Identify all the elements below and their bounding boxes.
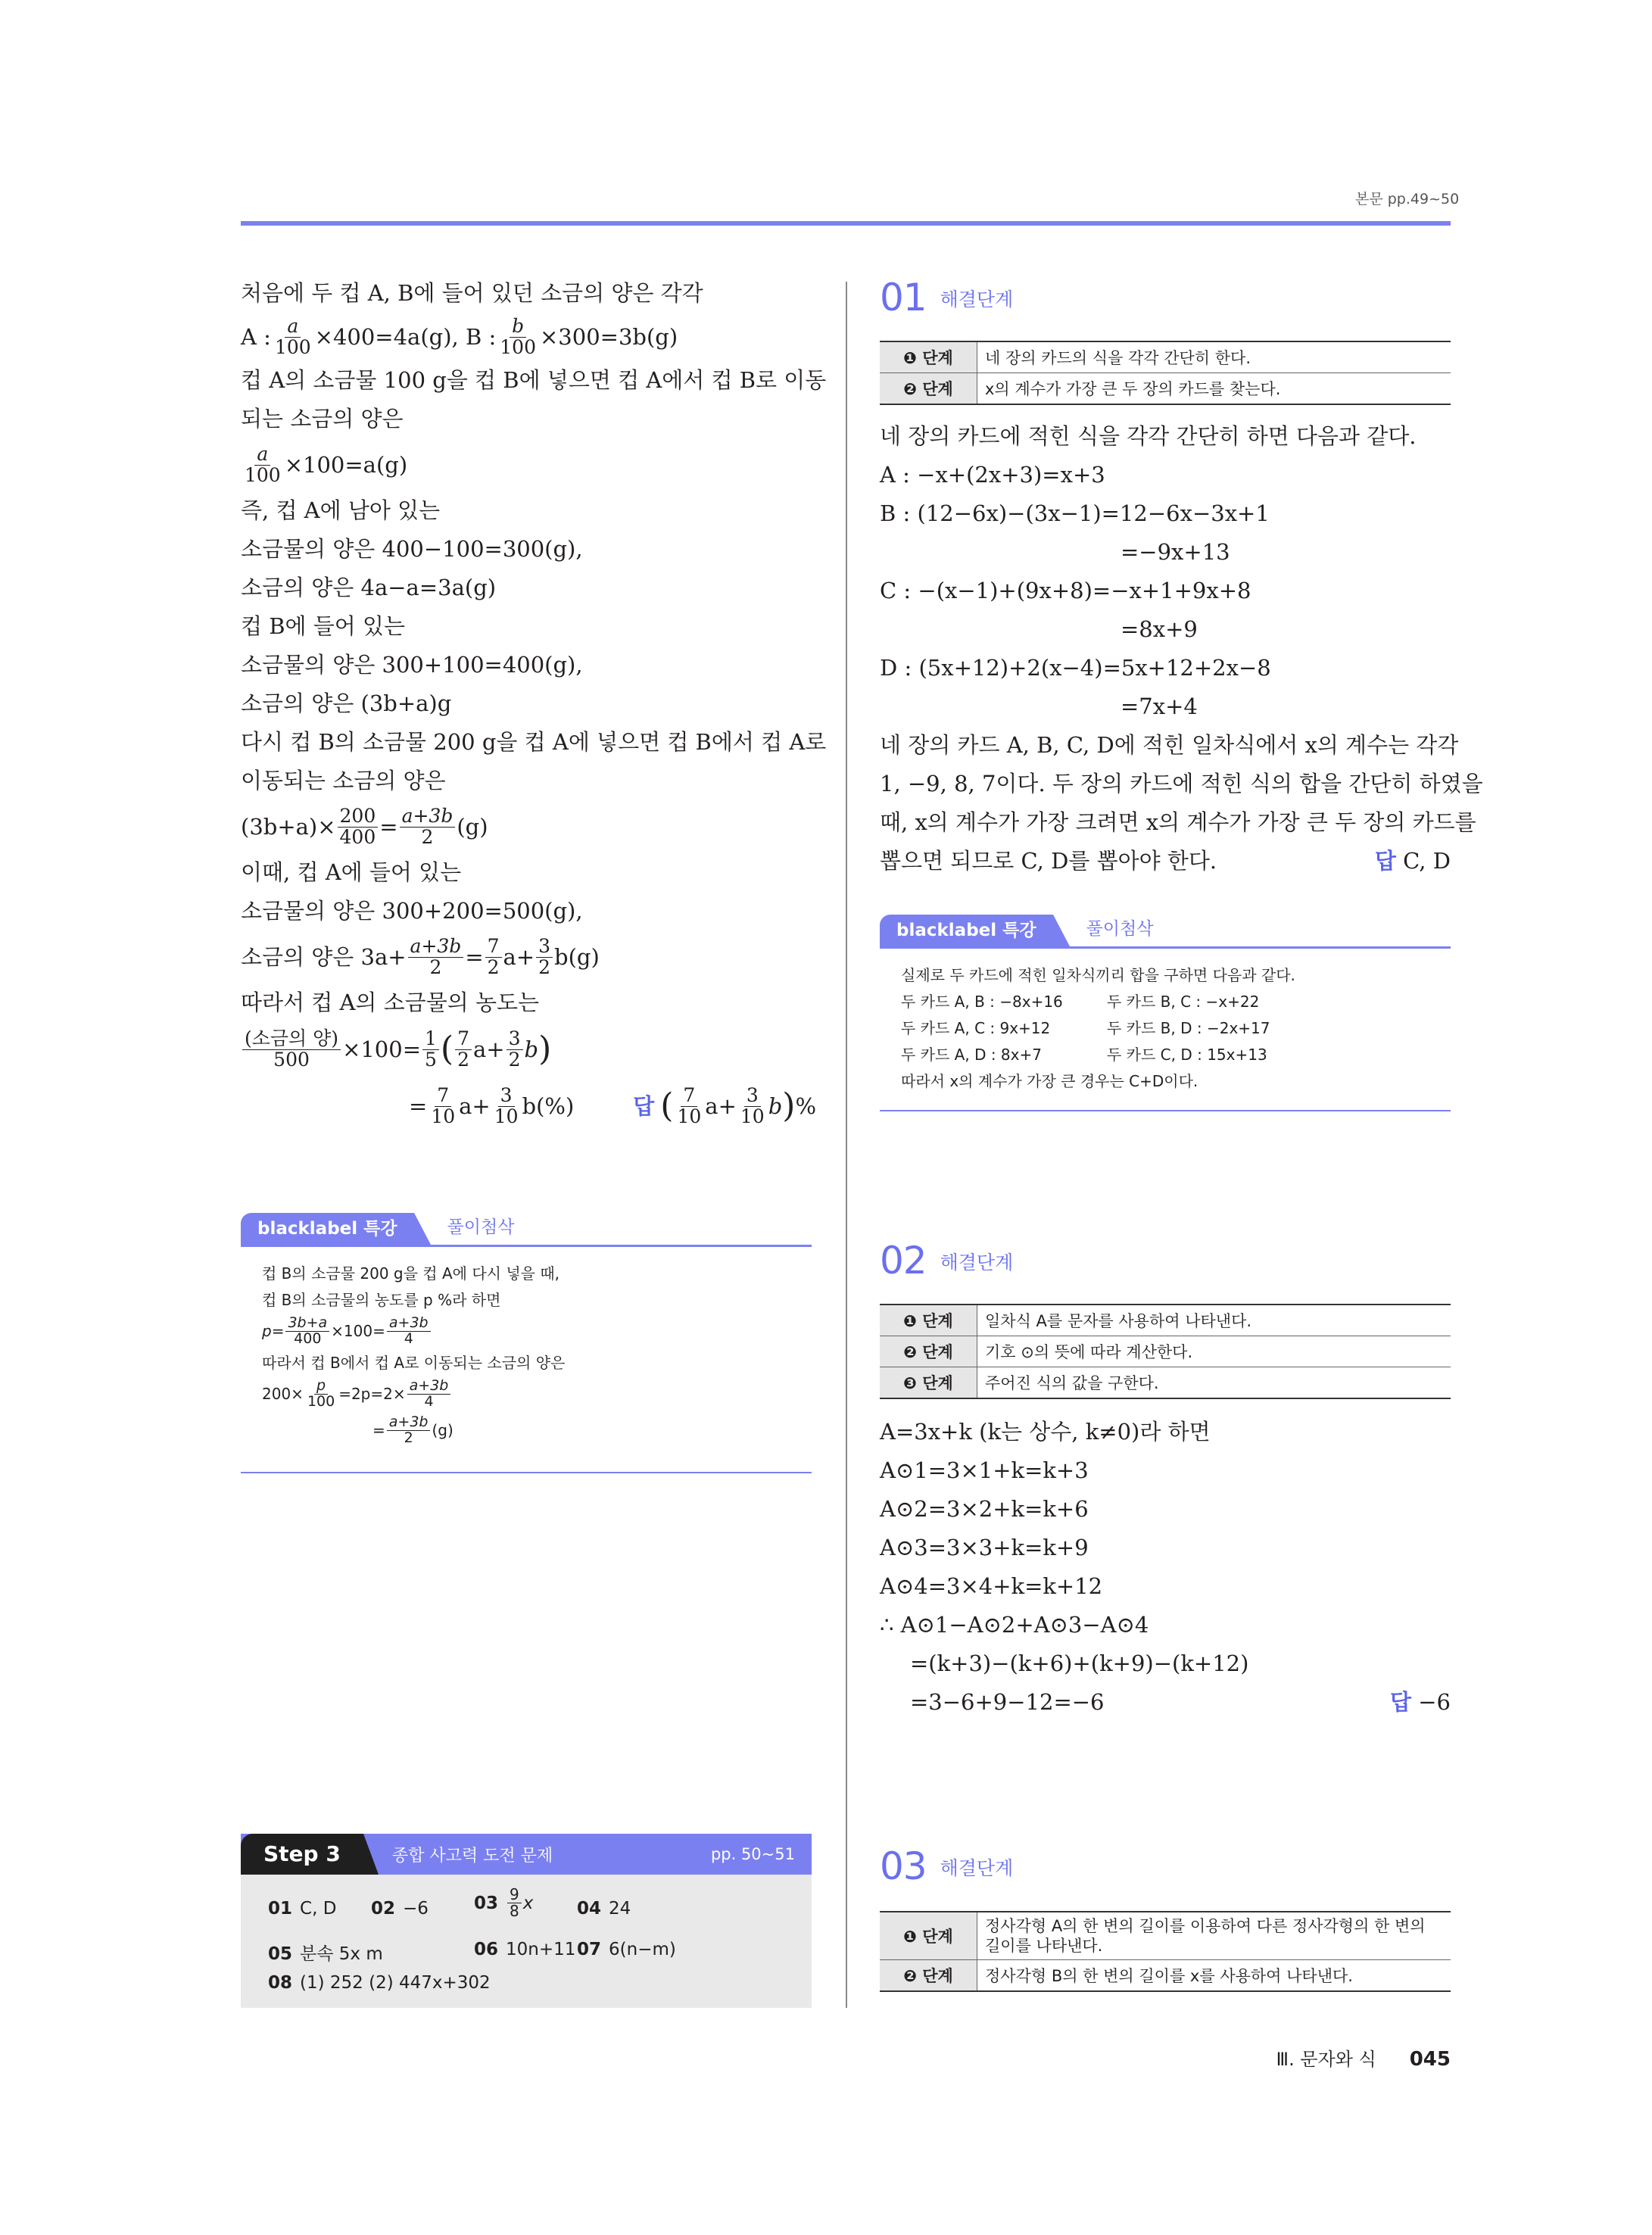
solution-steps-table <box>880 1304 1451 1399</box>
text-seg: ×100= <box>342 1036 422 1062</box>
text-seg: a+ <box>503 943 535 970</box>
math-line <box>262 1413 812 1449</box>
text-line: A : −x+(2x+3)=x+3 <box>880 462 1105 488</box>
step-row: ❷ 단계 x의 계수가 가장 큰 두 장의 카드를 찾는다. <box>880 373 1451 405</box>
question-label: 해결단계 <box>940 1252 1014 1273</box>
question-03 <box>880 1844 1451 1992</box>
text-line: =(k+3)−(k+6)+(k+9)−(k+12) <box>910 1651 1249 1676</box>
step3-pages: pp. 50~51 <box>710 1845 795 1863</box>
math-line <box>262 1376 812 1413</box>
fraction: $\frac{3}{10}$ <box>740 1084 765 1127</box>
text-seg: b <box>524 1036 539 1062</box>
text-line: 1, −9, 8, 7이다. 두 장의 카드에 적힌 식의 합을 간단히 하였을 <box>880 771 1483 796</box>
text-line <box>880 1683 1451 1722</box>
text-seg: a+ <box>459 1093 491 1119</box>
text-line: 따라서 x의 계수가 가장 큰 경우는 C+D이다. <box>901 1071 1198 1090</box>
text-seg: A : <box>241 323 271 350</box>
text-seg: (3b+a)× <box>241 813 336 840</box>
answer-item: 03 $\frac{9}{8}$ x <box>474 1885 534 1920</box>
math-line <box>241 313 816 361</box>
text-line: 두 카드 A, B : −8x+16 두 카드 B, C : −x+22 <box>901 992 1260 1011</box>
text-seg: ×100= <box>331 1322 385 1340</box>
text-line: B : (12−6x)−(3x−1)=12−6x−3x+1 <box>880 500 1270 526</box>
text-line: =−9x+13 <box>1121 539 1230 565</box>
fraction: $\frac{b}{100}$ <box>500 315 536 358</box>
fraction: $\frac{7}{2}$ <box>485 937 502 977</box>
fraction: $\frac{3b+a}{400}$ <box>285 1316 329 1347</box>
column-divider <box>846 282 847 2008</box>
left-solution <box>241 274 827 1136</box>
text-line: =7x+4 <box>1121 694 1198 719</box>
tag-notch <box>414 1213 431 1245</box>
fraction: $\frac{7}{10}$ <box>431 1084 456 1127</box>
fraction: $\frac{200}{400}$ <box>338 806 379 847</box>
question-number: 02 <box>880 1239 927 1283</box>
fraction: $\frac{9}{8}$ <box>507 1887 522 1919</box>
text-seg: (g) <box>457 813 488 840</box>
text-line: 즉, 컵 A에 남아 있는 <box>241 497 441 523</box>
blacklabel-subtitle: 풀이첨삭 <box>1086 918 1154 939</box>
text-line: A⊙3=3×3+k=k+9 <box>880 1535 1089 1560</box>
text-seg: % <box>795 1093 816 1119</box>
tag-notch <box>1053 915 1070 946</box>
step3-answer-box <box>241 1834 812 2008</box>
text-seg: b(%) <box>522 1093 575 1119</box>
text-line: 다시 컵 B의 소금물 200 g을 컵 A에 넣으면 컵 B에서 컵 A로 <box>241 729 827 755</box>
answer-item: 08 (1) 252 (2) 447x+302 <box>268 1973 491 1993</box>
math-line <box>241 1022 816 1077</box>
fraction: $\frac{p}{100}$ <box>307 1377 335 1410</box>
top-rule <box>241 221 1451 226</box>
fraction: $\frac{1}{5}$ <box>422 1029 439 1070</box>
text-line: 때, x의 계수가 가장 크려면 x의 계수가 가장 큰 두 장의 카드를 <box>880 809 1476 835</box>
q02-solution <box>880 1413 1451 1722</box>
answer <box>1375 842 1451 881</box>
step3-title: 종합 사고력 도전 문제 <box>391 1846 553 1866</box>
text-line: A⊙1=3×1+k=k+3 <box>880 1457 1089 1483</box>
fraction: $\frac{7}{10}$ <box>677 1084 702 1127</box>
fraction: $\frac{3}{10}$ <box>494 1084 519 1127</box>
question-number: 03 <box>880 1844 927 1888</box>
question-header <box>880 1844 1451 1888</box>
answer-item: 01 C, D <box>268 1899 337 1919</box>
solution-steps-table <box>880 1911 1451 1992</box>
fraction: $\frac{3}{2}$ <box>507 1029 523 1070</box>
text-line <box>880 842 1451 881</box>
answer-value: C, D <box>1403 848 1451 874</box>
step-row: ❶ 단계 네 장의 카드의 식을 각각 간단히 한다. <box>880 341 1451 373</box>
text-line: 이때, 컵 A에 들어 있는 <box>241 859 462 885</box>
text-seg: = <box>465 943 484 970</box>
fraction: $\frac{a+3b}{2}$ <box>387 1415 431 1446</box>
step3-tag: Step 3 <box>241 1834 363 1875</box>
text-seg: ×100=a(g) <box>284 451 408 478</box>
text-seg: a+ <box>705 1093 737 1119</box>
tag-notch <box>363 1834 379 1875</box>
text-line: 되는 소금의 양은 <box>241 406 404 432</box>
answer-item: 05 분속 5x m <box>268 1944 383 1964</box>
text-line: 두 카드 A, D : 8x+7 두 카드 C, D : 15x+13 <box>901 1045 1267 1064</box>
text-seg: (g) <box>432 1421 454 1439</box>
text-line: C : −(x−1)+(9x+8)=−x+1+9x+8 <box>880 578 1251 603</box>
blacklabel-bottom-rule <box>241 1472 812 1474</box>
text-seg: ×400=4a(g), B : <box>314 323 497 350</box>
text-line: 따라서 컵 A의 소금물의 농도는 <box>241 990 539 1015</box>
answer-item: 06 10n+11 <box>474 1940 576 1959</box>
math-line <box>241 800 816 853</box>
step-row: ❷ 단계 정사각형 B의 한 변의 길이를 x를 사용하여 나타낸다. <box>880 1960 1451 1992</box>
text-seg: = <box>409 1093 428 1119</box>
text-seg: =2p=2× <box>338 1385 406 1403</box>
blacklabel-tag: blacklabel 특강 <box>241 1213 414 1245</box>
blacklabel-subtitle: 풀이첨삭 <box>447 1217 515 1237</box>
text-seg: a+ <box>473 1036 505 1062</box>
text-seg: 200× <box>262 1385 304 1403</box>
answer <box>633 1086 816 1127</box>
text-seg: b(g) <box>554 943 600 970</box>
paren-close: ) <box>538 1030 552 1068</box>
question-02 <box>880 1239 1451 1722</box>
chapter-title: Ⅲ. 문자와 식 <box>1276 2049 1376 2070</box>
step-row: ❶ 단계 정사각형 A의 한 변의 길이를 이용하여 다른 정사각형의 한 변의 길이를 나타낸다. <box>880 1912 1451 1960</box>
answer-label: 답 <box>1374 848 1396 874</box>
answer-item: 07 6(n−m) <box>577 1940 676 1959</box>
paren-open: ( <box>440 1030 454 1068</box>
fraction: $\frac{\text{(소금의 양)}}{500}$ <box>242 1029 341 1070</box>
paren-close: ) <box>782 1086 796 1125</box>
text-line: 이동되는 소금의 양은 <box>241 768 446 793</box>
fraction: $\frac{a+3b}{4}$ <box>387 1316 431 1347</box>
text-seg: = <box>372 1421 385 1439</box>
text-line: A⊙4=3×4+k=k+12 <box>880 1573 1103 1599</box>
page-footer <box>1276 2044 1451 2071</box>
text-line: 네 장의 카드에 적힌 식을 각각 간단히 하면 다음과 같다. <box>880 423 1417 449</box>
text-line: 소금의 양은 4a−a=3a(g) <box>241 575 497 600</box>
blacklabel-body <box>880 949 1451 1095</box>
blacklabel-box-left <box>241 1213 812 1473</box>
math-line <box>262 1314 812 1350</box>
text-seg: p= <box>262 1322 285 1340</box>
text-line: ∴ A⊙1−A⊙2+A⊙3−A⊙4 <box>880 1612 1149 1638</box>
blacklabel-tag: blacklabel 특강 <box>880 915 1053 946</box>
text-line: 따라서 컵 B에서 컵 A로 이동되는 소금의 양은 <box>262 1353 566 1372</box>
fraction: $\frac{7}{2}$ <box>455 1029 472 1070</box>
question-label: 해결단계 <box>940 1857 1014 1879</box>
fraction: $\frac{3}{2}$ <box>536 937 553 977</box>
math-line <box>241 438 816 491</box>
text-line: 컵 B의 소금물 200 g을 컵 A에 다시 넣을 때, <box>262 1264 560 1283</box>
math-line <box>241 1077 816 1136</box>
math-line <box>241 930 816 983</box>
question-label: 해결단계 <box>940 288 1014 310</box>
text-seg: =3−6+9−12=−6 <box>910 1689 1105 1715</box>
text-line: 소금물의 양은 400−100=300(g), <box>241 536 583 562</box>
page-number: 045 <box>1409 2048 1451 2071</box>
answer-label: 답 <box>633 1093 655 1119</box>
text-seg: 소금의 양은 3a+ <box>241 943 407 970</box>
question-header <box>880 276 1451 320</box>
text-line: 소금의 양은 (3b+a)g <box>241 690 452 716</box>
text-line: 소금물의 양은 300+200=500(g), <box>241 898 583 924</box>
fraction: $\frac{a+3b}{2}$ <box>400 806 456 847</box>
answer-item: 02 −6 <box>371 1899 429 1919</box>
answer-label: 답 <box>1390 1689 1412 1715</box>
question-01 <box>880 276 1483 881</box>
blacklabel-bottom-rule <box>880 1110 1451 1112</box>
question-header <box>880 1239 1451 1283</box>
text-line: 소금물의 양은 300+100=400(g), <box>241 652 583 678</box>
text-line: D : (5x+12)+2(x−4)=5x+12+2x−8 <box>880 655 1271 681</box>
blacklabel-header <box>241 1213 812 1245</box>
step-row: ❸ 단계 주어진 식의 값을 구한다. <box>880 1367 1451 1399</box>
text-line: A⊙2=3×2+k=k+6 <box>880 1496 1089 1522</box>
text-line: 두 카드 A, C : 9x+12 두 카드 B, D : −2x+17 <box>901 1018 1270 1037</box>
step-row: ❶ 단계 일차식 A를 문자를 사용하여 나타낸다. <box>880 1305 1451 1336</box>
paren-open: ( <box>660 1086 674 1125</box>
text-line: 컵 B에 들어 있는 <box>241 613 406 639</box>
blacklabel-body <box>241 1247 812 1449</box>
text-line: A=3x+k (k는 상수, k≠0)라 하면 <box>880 1419 1211 1445</box>
answer-value: −6 <box>1418 1689 1451 1715</box>
text-seg: ×300=3b(g) <box>540 323 678 350</box>
answer-item: 04 24 <box>577 1899 631 1919</box>
fraction: $\frac{a}{100}$ <box>274 315 311 358</box>
step-row: ❷ 단계 기호 ⊙의 뜻에 따라 계산한다. <box>880 1336 1451 1367</box>
page-reference: 본문 pp.49~50 <box>1355 191 1460 207</box>
text-line: 네 장의 카드 A, B, C, D에 적힌 일차식에서 x의 계수는 각각 <box>880 732 1459 758</box>
fraction: $\frac{a+3b}{4}$ <box>407 1379 451 1410</box>
blacklabel-box-right <box>880 915 1451 1111</box>
text-line: =8x+9 <box>1121 616 1198 642</box>
text-line: 실제로 두 카드에 적힌 일차식끼리 합을 구하면 다음과 같다. <box>901 965 1295 984</box>
answer <box>1390 1683 1451 1722</box>
q01-solution <box>880 417 1483 881</box>
solution-steps-table <box>880 341 1451 405</box>
text-seg: 뽑으면 되므로 C, D를 뽑아야 한다. <box>880 848 1217 874</box>
question-number: 01 <box>880 276 927 320</box>
blacklabel-header <box>880 915 1451 946</box>
fraction: $\frac{a+3b}{2}$ <box>408 937 464 977</box>
step3-header <box>241 1834 812 1875</box>
text-seg: b <box>768 1093 783 1119</box>
text-line: 컵 A의 소금물 100 g을 컵 B에 넣으면 컵 A에서 컵 B로 이동 <box>241 367 827 393</box>
text-line: 컵 B의 소금물의 농도를 p %라 하면 <box>262 1290 501 1309</box>
text-seg: = <box>379 813 398 840</box>
text-line: 처음에 두 컵 A, B에 들어 있던 소금의 양은 각각 <box>241 280 703 306</box>
fraction: $\frac{a}{100}$ <box>245 443 281 486</box>
